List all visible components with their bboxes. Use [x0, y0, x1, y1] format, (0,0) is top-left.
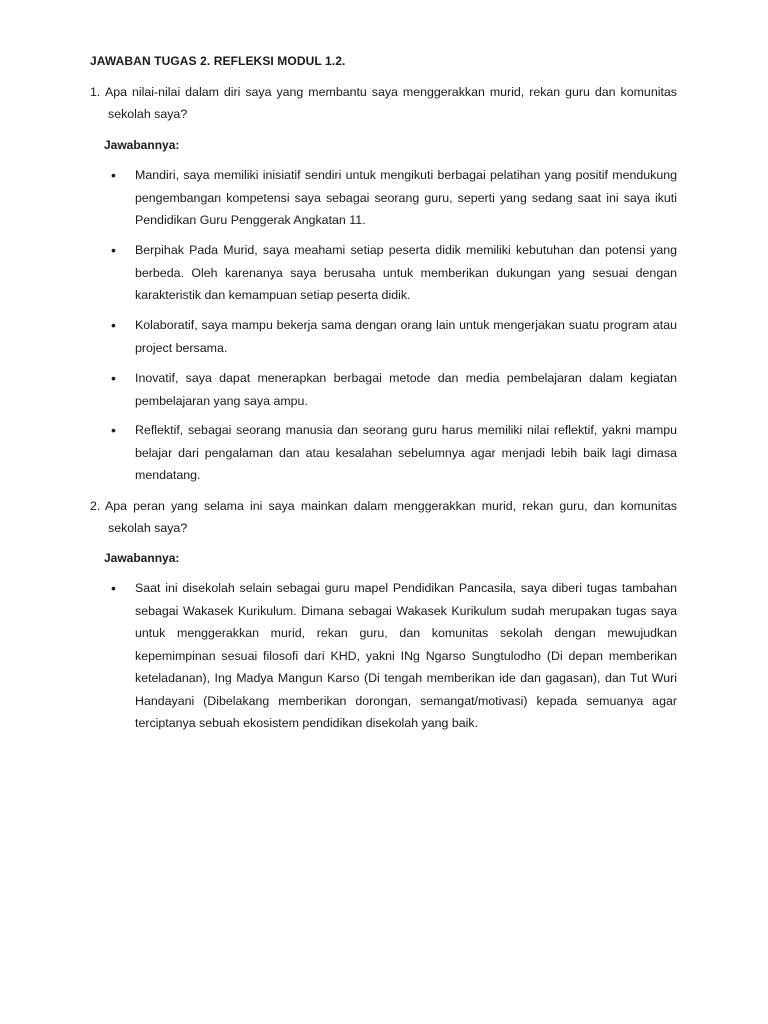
bullet-icon: • [111, 580, 116, 596]
list-item [111, 314, 677, 359]
list-item [111, 164, 677, 232]
bullet-icon: • [111, 167, 116, 183]
list-item [111, 239, 677, 307]
document-title: JAWABAN TUGAS 2. REFLEKSI MODUL 1.2. [90, 54, 346, 68]
list-item-text: Saat ini disekolah selain sebagai guru mapel Pendidikan Pancasila, saya diberi tugas tambahan sebagai Wakasek Kurikulum. Dimana sebagai Wakasek Kurikulum sudah merupakan tugas saya untuk menggerakkan murid, rekan guru, dan komunitas sekolah dengan mewujudkan kepemimpinan sesuai filosofi dari KHD, yakni INg Ngarso Sungtulodho (Di depan memberikan keteladanan), Ing Madya Mangun Karso (Di tengah memberikan ide dan gagasan), dan Tut Wuri Handayani (Dibelakang memberikan dorongan, semangat/motivasi) kepada semuanya agar terciptanya sebuah ekosistem pendidikan disekolah yang baik. [135, 581, 677, 730]
list-item-text: Kolaboratif, saya mampu bekerja sama dengan orang lain untuk mengerjakan suatu program atau project bersama. [135, 318, 677, 355]
bullet-icon: • [111, 242, 116, 258]
bullet-icon: • [111, 370, 116, 386]
list-item [111, 577, 677, 735]
bullet-icon: • [111, 422, 116, 438]
list-item-text: Mandiri, saya memiliki inisiatif sendiri untuk mengikuti berbagai pelatihan yang positif mendukung pengembangan kompetensi saya sebagai seorang guru, seperti yang sedang saat ini saya ikuti Pendidikan Guru Penggerak Angkatan 11. [135, 168, 677, 227]
question-2 [90, 495, 677, 539]
list-item [111, 367, 677, 412]
question-text: Apa nilai-nilai dalam diri saya yang membantu saya menggerakkan murid, rekan guru dan komunitas sekolah saya? [105, 85, 677, 121]
list-item-text: Inovatif, saya dapat menerapkan berbagai metode dan media pembelajaran dalam kegiatan pembelajaran yang saya ampu. [135, 371, 677, 408]
question-number: 2. [90, 499, 101, 513]
list-item [111, 419, 677, 487]
list-item-text: Reflektif, sebagai seorang manusia dan seorang guru harus memiliki nilai reflektif, yakni mampu belajar dari pengalaman dan atau kesalahan sebelumnya agar menjadi lebih baik lagi dimasa mendatang. [135, 423, 677, 482]
question-text: Apa peran yang selama ini saya mainkan dalam menggerakkan murid, rekan guru, dan komunitas sekolah saya? [105, 499, 677, 535]
answer-label: Jawabannya: [104, 138, 180, 152]
bullet-icon: • [111, 317, 116, 333]
question-number: 1. [90, 85, 101, 99]
list-item-text: Berpihak Pada Murid, saya meahami setiap peserta didik memiliki kebutuhan dan potensi yang berbeda. Oleh karenanya saya berusaha untuk memberikan dukungan yang sesuai dengan karakteristik dan kemampuan setiap peserta didik. [135, 243, 677, 302]
answer-label: Jawabannya: [104, 551, 180, 565]
question-1 [90, 81, 677, 125]
